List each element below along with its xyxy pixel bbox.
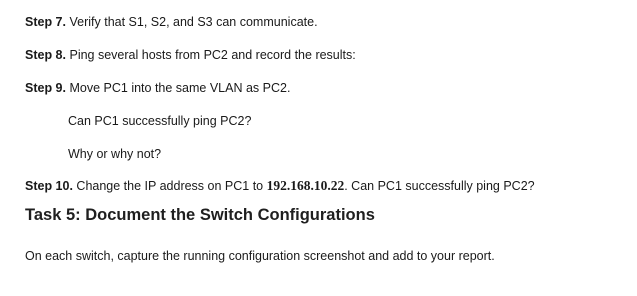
step-8 (25, 47, 356, 63)
step-9-label: Step 9. (25, 81, 66, 95)
question-why: Why or why not? (68, 147, 162, 161)
task-5-body: On each switch, capture the running configuration screenshot and add to your report. (25, 249, 495, 263)
step-10-ip-address: 192.168.10.22 (266, 178, 345, 193)
step-9 (25, 80, 290, 96)
task-5-heading: Task 5: Document the Switch Configurations (25, 206, 375, 224)
step-7 (25, 14, 318, 30)
question-ping: Can PC1 successfully ping PC2? (68, 114, 252, 128)
step-9-text: Move PC1 into the same VLAN as PC2. (69, 81, 291, 95)
step-10 (25, 178, 535, 194)
step-8-text: Ping several hosts from PC2 and record the results: (69, 48, 356, 62)
step-7-label: Step 7. (25, 15, 66, 29)
step-10-text-before: Change the IP address on PC1 to (76, 179, 264, 193)
step-10-text-after: . Can PC1 successfully ping PC2? (344, 179, 535, 193)
step-8-label: Step 8. (25, 48, 66, 62)
step-10-label: Step 10. (25, 179, 73, 193)
step-7-text: Verify that S1, S2, and S3 can communicate. (69, 15, 318, 29)
